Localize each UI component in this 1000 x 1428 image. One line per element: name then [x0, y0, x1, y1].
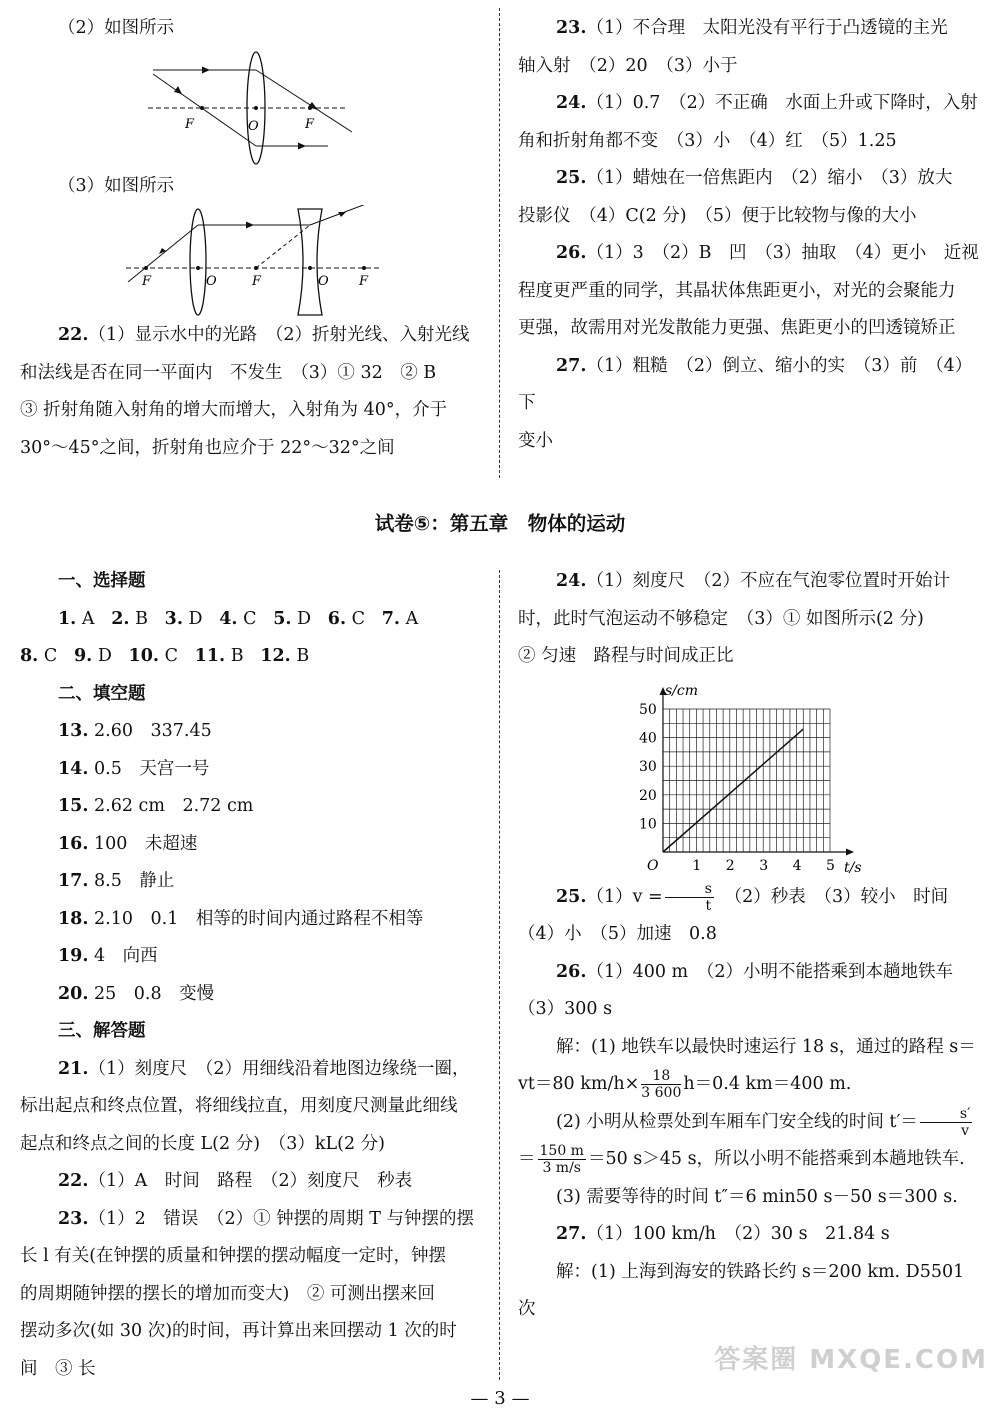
r-q27-line1: 27.（1）粗糙 （2）倒立、缩小的实 （3）前 （4）下	[518, 355, 973, 413]
x-axis-label: t/s	[844, 859, 862, 875]
mc-row-1: 1. A 2. B 3. D 4. C 5. D 6. C 7. A	[58, 608, 419, 629]
l-q23-line1: 23.（1）2 错误 （2）① 钟摆的周期 T 与钟摆的摆	[58, 1208, 474, 1229]
fill-item: 19. 4 向西	[58, 946, 158, 966]
l-q21-line2: 标出起点和终点位置，将细线拉直，用刻度尺测量此细线	[20, 1096, 458, 1116]
fill-item: 15. 2.62 cm 2.72 cm	[58, 796, 254, 816]
l-q23-line4: 摆动多次(如 30 次)的时间，再计算出来回摆动 1 次的时	[20, 1321, 457, 1341]
r-q26b-line1: 26.（1）400 m （2）小明不能搭乘到本趟地铁车	[556, 961, 954, 982]
r-q26b-sol3: (2) 小明从检票处到车厢车门安全线的时间 t′＝ $\frac{s'}{v}$	[556, 1105, 971, 1139]
r-q27-line2: 变小	[518, 430, 553, 451]
r-q23-line1: 23.（1）不合理 太阳光没有平行于凸透镜的主光	[556, 18, 948, 38]
fig2-f2: F	[252, 274, 262, 289]
r-q26-line1: 26.（1）3 （2）B 凹 （3）抽取 （4）更小 近视	[556, 243, 979, 263]
section-title: 试卷⑤：第五章 物体的运动	[374, 512, 626, 535]
r-q24-line2: 角和折射角都不变 （3）小 （4）红 （5）1.25	[518, 130, 897, 151]
x-tick-label: 5	[826, 857, 835, 874]
r-q26b-sol2: vt＝80 km/h× $\frac{18}{3 600}$ h＝0.4 km＝400 m.	[518, 1068, 852, 1101]
fill-item: 20. 25 0.8 变慢	[58, 983, 215, 1004]
x-tick-label: 4	[792, 857, 802, 874]
fill-item: 13. 2.60 337.45	[58, 721, 212, 741]
fig1-f-left: F	[185, 116, 195, 132]
l-q21-line1: 21.（1）刻度尺 （2）用细线沿着地图边缘绕一圈，	[58, 1058, 470, 1079]
top-column-divider	[499, 8, 500, 478]
r-q24b-line3: ② 匀速 路程与时间成正比	[518, 646, 734, 666]
bottom-right-column	[518, 563, 983, 1329]
y-tick-label: 40	[639, 730, 657, 747]
y-tick-label: 30	[639, 758, 657, 775]
x-tick-label: 3	[759, 857, 769, 874]
fig2-o2: O	[318, 274, 329, 289]
l-q22-line1: 22.（1）A 时间 路程 （2）刻度尺 秒表	[58, 1171, 413, 1191]
r-q25b-line1: 25.（1）v = $\frac{s}{t}$ （2）秒表 （3）较小 时间	[556, 880, 949, 914]
s-t-graph	[618, 680, 878, 875]
r-q26b-line2: （3）300 s	[518, 999, 613, 1019]
l-q21-line3: 起点和终点之间的长度 L(2 分) （3）kL(2 分)	[20, 1133, 385, 1154]
q22-line2: 和法线是否在同一平面内 不发生 （3）① 32 ② B	[20, 362, 437, 383]
x-axis-arrow	[846, 848, 854, 855]
velocity-fraction: $\frac{s}{t}$	[665, 881, 714, 914]
r-q25-line1: 25.（1）蜡烛在一倍焦距内 （2）缩小 （3）放大	[556, 168, 953, 188]
page-number: — 3 —	[470, 1388, 530, 1409]
r-q26b-sol1: 解：(1) 地铁车以最快时速运行 18 s，通过的路程 s＝	[556, 1036, 976, 1057]
r-q24-line1: 24.（1）0.7 （2）不正确 水面上升或下降时，入射	[556, 93, 978, 113]
fill-item: 18. 2.10 0.1 相等的时间内通过路程不相等	[58, 908, 424, 929]
fig2-o1: O	[206, 274, 217, 289]
origin-label: O	[647, 857, 659, 874]
heading-answers: 三、解答题	[58, 1021, 146, 1041]
r-q26b-sol5: (3) 需要等待的时间 t″＝6 min50 s－50 s＝300 s.	[556, 1186, 958, 1207]
r-q27b-line2: 解：(1) 上海到海安的铁路长约 s＝200 km. D5501 次	[518, 1261, 965, 1319]
r-q26-line2: 程度更严重的同学，其晶状体焦距更小，对光的会聚能力	[518, 280, 956, 301]
q22-line1: 22.（1）显示水中的光路 （2）折射光线、入射光线	[58, 325, 470, 345]
fill-item: 16. 100 未超速	[58, 833, 198, 854]
bottom-column-divider	[499, 570, 500, 1380]
l-q23-line2: 长 l 有关(在钟摆的质量和钟摆的摆动幅度一定时，钟摆	[20, 1246, 447, 1266]
mc-row-2: 8. C 9. D 10. C 11. B 12. B	[20, 646, 310, 666]
y-tick-label: 20	[639, 787, 657, 804]
y-tick-label: 50	[639, 701, 657, 718]
top-right-column	[518, 10, 983, 460]
r-q24b-line2: 时，此时气泡运动不够稳定 （3）① 如图所示(2 分)	[518, 608, 924, 629]
fig1-f-right: F	[305, 116, 315, 132]
q21-2-label: （2）如图所示	[58, 18, 175, 38]
fill-item: 17. 8.5 静止	[58, 871, 175, 891]
x-tick-label: 1	[692, 857, 702, 874]
heading-multiple-choice: 一、选择题	[58, 571, 146, 591]
y-axis-label: s/cm	[665, 682, 699, 699]
series-line	[663, 729, 803, 852]
fill-item: 14. 0.5 天宫一号	[58, 758, 210, 779]
r-q25b-line2: （4）小 （5）加速 0.8	[518, 924, 717, 944]
r-q27b-line1: 27.（1）100 km/h （2）30 s 21.84 s	[556, 1224, 890, 1244]
r-q26b-sol4: ＝ $\frac{150 m}{3 m/s}$ ＝50 s＞45 s，所以小明不能搭乘到本趟地铁车.	[518, 1143, 965, 1176]
fig2-f3: F	[359, 274, 369, 289]
q21-3-label: （3）如图所示	[58, 175, 175, 196]
q22-line3: ③ 折射角随入射角的增大而增大，入射角为 40°，介于	[20, 400, 448, 420]
fig2-f1: F	[142, 274, 152, 289]
x-tick-label: 2	[725, 857, 735, 874]
q22-line4: 30°～45°之间，折射角也应介于 22°～32°之间	[20, 437, 395, 458]
heading-fill-in: 二、填空题	[58, 683, 146, 704]
watermark-logo: 答案圈 MXQE.COM	[714, 1345, 988, 1375]
r-q23-line2: 轴入射 （2）20 （3）小于	[518, 55, 738, 76]
bottom-left-column	[20, 563, 485, 1388]
lens-combination-ray-diagram	[126, 205, 386, 317]
q22-number: 22.	[58, 325, 89, 345]
r-q24b-line1: 24.（1）刻度尺 （2）不应在气泡零位置时开始计	[556, 571, 950, 591]
l-q23-line3: 的周期随钟摆的摆长的增加而变大) ② 可测出摆来回	[20, 1283, 435, 1304]
fig1-o: O	[248, 118, 259, 134]
y-tick-label: 10	[639, 815, 657, 832]
r-q26-line3: 更强，故需用对光发散能力更强、焦距更小的凹透镜矫正	[518, 318, 956, 338]
convex-lens-ray-diagram	[148, 48, 388, 168]
r-q25-line2: 投影仪 （4）C(2 分) （5）便于比较物与像的大小	[518, 205, 917, 226]
l-q23-line5: 间 ③ 长	[20, 1358, 96, 1379]
top-left-column	[20, 10, 478, 467]
